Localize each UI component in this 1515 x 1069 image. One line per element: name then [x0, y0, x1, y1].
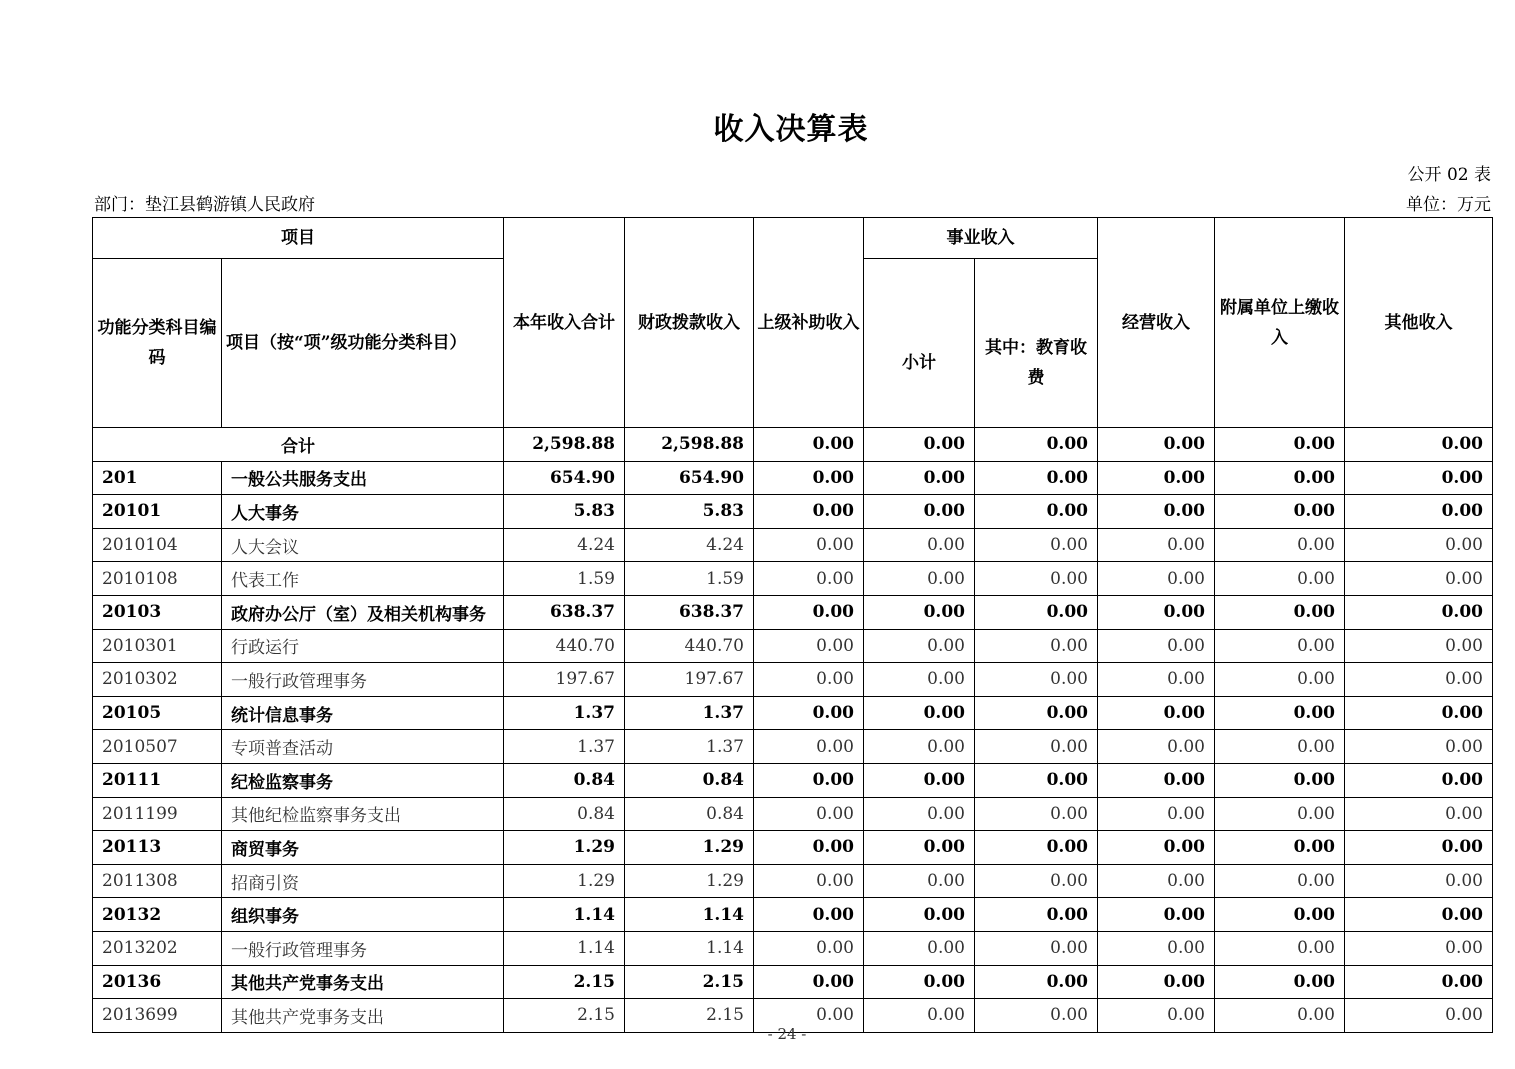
row-value: 1.59	[625, 562, 754, 596]
row-value: 0.00	[1345, 528, 1493, 562]
row-value: 0.00	[1345, 931, 1493, 965]
unit-label: 单位：万元	[1406, 195, 1491, 215]
row-value: 0.00	[1098, 696, 1215, 730]
row-name: 一般公共服务支出	[222, 461, 504, 495]
total-cell: 2,598.88	[504, 428, 625, 462]
row-value: 654.90	[625, 461, 754, 495]
row-value: 0.00	[864, 831, 975, 865]
header-business: 事业收入	[864, 218, 1098, 259]
row-value: 0.00	[754, 797, 864, 831]
row-value: 440.70	[504, 629, 625, 663]
row-value: 638.37	[625, 595, 754, 629]
row-value: 0.00	[975, 696, 1098, 730]
total-cell: 0.00	[754, 428, 864, 462]
row-value: 0.00	[975, 999, 1098, 1033]
row-value: 1.14	[625, 931, 754, 965]
row-value: 0.00	[1215, 999, 1345, 1033]
total-label: 合计	[93, 428, 504, 462]
row-value: 0.00	[1215, 763, 1345, 797]
row-value: 2.15	[625, 965, 754, 999]
row-value: 0.00	[1098, 730, 1215, 764]
row-value: 0.00	[1215, 495, 1345, 529]
row-value: 2.15	[625, 999, 754, 1033]
row-value: 0.00	[864, 965, 975, 999]
row-value: 0.00	[864, 696, 975, 730]
row-value: 0.00	[1098, 797, 1215, 831]
row-value: 0.00	[864, 562, 975, 596]
row-value: 5.83	[625, 495, 754, 529]
row-value: 197.67	[504, 663, 625, 697]
row-name: 代表工作	[222, 562, 504, 596]
department-label: 部门：垫江县鹤游镇人民政府	[94, 195, 315, 215]
row-value: 0.00	[1345, 663, 1493, 697]
row-value: 654.90	[504, 461, 625, 495]
total-cell: 2,598.88	[625, 428, 754, 462]
row-code: 2011308	[93, 864, 222, 898]
row-value: 0.00	[1215, 898, 1345, 932]
header-name: 项目（按“项”级功能分类科目）	[222, 259, 504, 428]
table-body	[93, 428, 1493, 1033]
row-value: 0.00	[1098, 999, 1215, 1033]
row-value: 0.00	[1345, 595, 1493, 629]
row-value: 0.00	[1098, 763, 1215, 797]
row-value: 4.24	[504, 528, 625, 562]
row-value: 0.00	[864, 931, 975, 965]
row-value: 0.84	[625, 797, 754, 831]
row-value: 0.00	[754, 562, 864, 596]
header-affiliated: 附属单位上缴收入	[1215, 218, 1345, 428]
row-name: 行政运行	[222, 629, 504, 663]
row-value: 0.00	[1215, 696, 1345, 730]
row-value: 1.29	[504, 831, 625, 865]
table-row	[93, 629, 1493, 663]
row-value: 0.00	[1215, 831, 1345, 865]
row-value: 0.00	[1215, 864, 1345, 898]
table-row	[93, 562, 1493, 596]
row-value: 0.00	[1345, 461, 1493, 495]
row-value: 0.84	[625, 763, 754, 797]
row-value: 0.00	[1215, 629, 1345, 663]
row-value: 0.00	[1345, 696, 1493, 730]
row-value: 0.00	[754, 931, 864, 965]
row-value: 0.00	[864, 595, 975, 629]
row-value: 440.70	[625, 629, 754, 663]
row-value: 0.00	[975, 528, 1098, 562]
row-name: 纪检监察事务	[222, 763, 504, 797]
row-value: 0.00	[1345, 495, 1493, 529]
row-code: 20136	[93, 965, 222, 999]
header-superior: 上级补助收入	[754, 218, 864, 428]
row-name: 商贸事务	[222, 831, 504, 865]
row-value: 0.84	[504, 797, 625, 831]
total-cell: 0.00	[975, 428, 1098, 462]
row-name: 人大事务	[222, 495, 504, 529]
table-row	[93, 864, 1493, 898]
header-education: 其中：教育收费	[975, 259, 1098, 428]
row-value: 0.00	[864, 528, 975, 562]
row-value: 0.00	[864, 763, 975, 797]
row-code: 2013699	[93, 999, 222, 1033]
row-value: 0.00	[754, 528, 864, 562]
row-value: 0.00	[1098, 495, 1215, 529]
row-value: 0.00	[864, 797, 975, 831]
row-value: 0.00	[1098, 461, 1215, 495]
table-row	[93, 528, 1493, 562]
row-value: 0.00	[1098, 595, 1215, 629]
row-name: 其他纪检监察事务支出	[222, 797, 504, 831]
row-value: 2.15	[504, 965, 625, 999]
row-value: 0.00	[1345, 730, 1493, 764]
row-name: 统计信息事务	[222, 696, 504, 730]
row-value: 0.00	[1215, 461, 1345, 495]
row-code: 20113	[93, 831, 222, 865]
total-cell: 0.00	[1098, 428, 1215, 462]
header-operating: 经营收入	[1098, 218, 1215, 428]
row-code: 2010301	[93, 629, 222, 663]
row-value: 2.15	[504, 999, 625, 1033]
row-value: 1.14	[504, 898, 625, 932]
row-value: 0.00	[754, 831, 864, 865]
row-value: 0.00	[1215, 663, 1345, 697]
table-row	[93, 663, 1493, 697]
row-code: 20132	[93, 898, 222, 932]
row-value: 0.00	[1215, 528, 1345, 562]
row-value: 0.00	[864, 663, 975, 697]
row-code: 20111	[93, 763, 222, 797]
row-value: 0.00	[1098, 965, 1215, 999]
row-value: 0.00	[754, 696, 864, 730]
row-value: 0.00	[1345, 797, 1493, 831]
row-value: 0.00	[1098, 864, 1215, 898]
table-row	[93, 730, 1493, 764]
row-value: 0.00	[754, 763, 864, 797]
row-value: 0.00	[975, 663, 1098, 697]
row-value: 0.00	[1098, 663, 1215, 697]
row-value: 0.00	[1098, 562, 1215, 596]
row-value: 0.00	[864, 730, 975, 764]
header-subtotal: 小计	[864, 259, 975, 428]
row-value: 0.00	[975, 629, 1098, 663]
row-value: 0.00	[975, 965, 1098, 999]
total-cell: 0.00	[1345, 428, 1493, 462]
row-code: 2010108	[93, 562, 222, 596]
row-value: 5.83	[504, 495, 625, 529]
row-code: 2010104	[93, 528, 222, 562]
page-number: - 24 -	[767, 1025, 807, 1043]
row-name: 其他共产党事务支出	[222, 999, 504, 1033]
row-value: 0.00	[975, 730, 1098, 764]
row-value: 0.00	[975, 595, 1098, 629]
row-value: 0.00	[754, 730, 864, 764]
row-value: 1.37	[625, 730, 754, 764]
row-code: 201	[93, 461, 222, 495]
row-value: 0.00	[975, 797, 1098, 831]
header-project: 项目	[93, 218, 504, 259]
row-name: 其他共产党事务支出	[222, 965, 504, 999]
header-code: 功能分类科目编码	[93, 259, 222, 428]
row-value: 0.00	[1345, 965, 1493, 999]
row-code: 20105	[93, 696, 222, 730]
table-row	[93, 696, 1493, 730]
row-value: 1.37	[625, 696, 754, 730]
row-value: 0.00	[864, 629, 975, 663]
row-code: 2010302	[93, 663, 222, 697]
table-row	[93, 831, 1493, 865]
row-value: 0.00	[975, 763, 1098, 797]
row-value: 0.00	[864, 999, 975, 1033]
row-value: 0.00	[1215, 965, 1345, 999]
row-value: 0.00	[1345, 629, 1493, 663]
row-value: 0.00	[754, 461, 864, 495]
row-code: 2011199	[93, 797, 222, 831]
row-value: 197.67	[625, 663, 754, 697]
row-value: 0.00	[975, 562, 1098, 596]
row-value: 0.00	[754, 999, 864, 1033]
row-name: 组织事务	[222, 898, 504, 932]
row-value: 0.00	[754, 898, 864, 932]
row-name: 一般行政管理事务	[222, 663, 504, 697]
table-row	[93, 595, 1493, 629]
row-value: 0.00	[1345, 999, 1493, 1033]
table-row	[93, 495, 1493, 529]
row-value: 0.00	[1215, 562, 1345, 596]
row-value: 0.00	[1098, 629, 1215, 663]
header-total-income: 本年收入合计	[504, 218, 625, 428]
row-value: 0.00	[864, 864, 975, 898]
row-value: 0.00	[975, 461, 1098, 495]
total-cell: 0.00	[1215, 428, 1345, 462]
row-value: 0.00	[1345, 864, 1493, 898]
row-value: 638.37	[504, 595, 625, 629]
table-row	[93, 898, 1493, 932]
row-value: 1.59	[504, 562, 625, 596]
row-value: 0.00	[754, 495, 864, 529]
row-value: 0.00	[975, 931, 1098, 965]
row-value: 0.00	[864, 461, 975, 495]
table-row	[93, 797, 1493, 831]
row-value: 1.29	[625, 831, 754, 865]
table-row	[93, 931, 1493, 965]
row-value: 0.00	[975, 898, 1098, 932]
row-name: 一般行政管理事务	[222, 931, 504, 965]
row-value: 1.29	[625, 864, 754, 898]
row-value: 0.00	[1345, 763, 1493, 797]
header-other: 其他收入	[1345, 218, 1493, 428]
table-row	[93, 763, 1493, 797]
row-value: 0.00	[1098, 931, 1215, 965]
row-value: 0.00	[1345, 562, 1493, 596]
total-row	[93, 428, 1493, 462]
row-name: 专项普查活动	[222, 730, 504, 764]
row-value: 0.00	[754, 595, 864, 629]
row-value: 1.29	[504, 864, 625, 898]
row-value: 1.14	[625, 898, 754, 932]
row-code: 20103	[93, 595, 222, 629]
row-value: 0.00	[1345, 898, 1493, 932]
row-value: 1.14	[504, 931, 625, 965]
table-row	[93, 965, 1493, 999]
row-value: 1.37	[504, 730, 625, 764]
row-value: 0.00	[1215, 797, 1345, 831]
row-value: 0.00	[1215, 595, 1345, 629]
total-cell: 0.00	[864, 428, 975, 462]
row-name: 人大会议	[222, 528, 504, 562]
row-value: 0.00	[975, 831, 1098, 865]
row-value: 0.00	[1098, 528, 1215, 562]
row-code: 20101	[93, 495, 222, 529]
row-name: 招商引资	[222, 864, 504, 898]
row-value: 0.00	[1345, 831, 1493, 865]
row-value: 0.00	[864, 898, 975, 932]
table-row	[93, 461, 1493, 495]
page-title: 收入决算表	[713, 112, 869, 147]
header-fiscal: 财政拨款收入	[625, 218, 754, 428]
row-value: 0.00	[864, 495, 975, 529]
row-value: 0.00	[975, 864, 1098, 898]
row-value: 0.00	[754, 864, 864, 898]
form-number: 公开 02 表	[1407, 165, 1491, 185]
row-value: 0.00	[754, 629, 864, 663]
row-value: 1.37	[504, 696, 625, 730]
row-value: 0.00	[1215, 730, 1345, 764]
row-value: 0.00	[1098, 898, 1215, 932]
row-value: 4.24	[625, 528, 754, 562]
row-value: 0.00	[754, 965, 864, 999]
row-code: 2013202	[93, 931, 222, 965]
income-table	[92, 217, 1493, 1033]
row-value: 0.00	[754, 663, 864, 697]
row-value: 0.00	[975, 495, 1098, 529]
row-value: 0.00	[1098, 831, 1215, 865]
row-name: 政府办公厅（室）及相关机构事务	[222, 595, 504, 629]
row-code: 2010507	[93, 730, 222, 764]
row-value: 0.00	[1215, 931, 1345, 965]
row-value: 0.84	[504, 763, 625, 797]
